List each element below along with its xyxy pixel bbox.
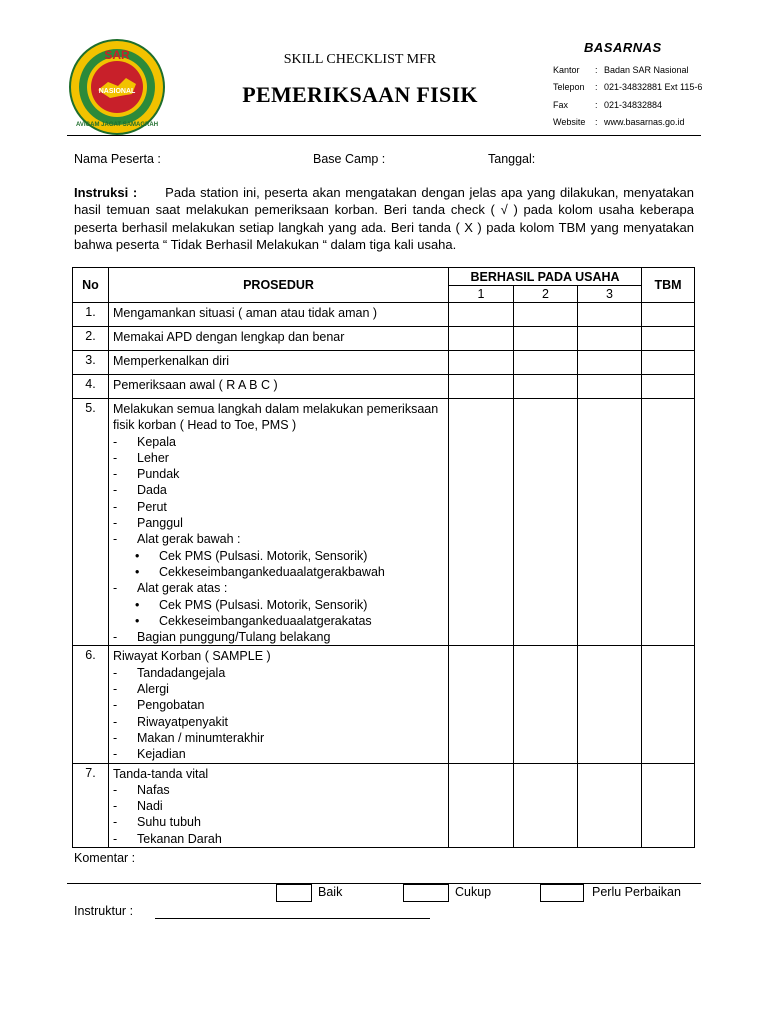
sub-item: • Cek PMS (Pulsasi. Motorik, Sensorik) [135,597,368,612]
page-title: PEMERIKSAAN FISIK [242,82,478,107]
logo-ring-text: AVIGAM JAGAT SAMAGRAH [75,122,159,128]
row-number: 4. [73,375,109,399]
header-berhasil: BERHASIL PADA USAHA [449,268,642,286]
row-procedure: Mengamankan situasi ( aman atau tidak aman ) [109,303,449,327]
komentar-label: Komentar : [74,851,136,865]
list-item: - Pundak [113,467,180,482]
contact-colon: : [595,99,598,110]
row-procedure: Pemeriksaan awal ( R A B C ) [109,375,449,399]
list-item: - Nafas [113,782,170,797]
attempt-2-cell[interactable] [514,303,578,327]
contact-value: 021-34832884 [604,99,663,110]
attempt-3-cell[interactable] [578,399,642,646]
attempt-1-cell[interactable] [449,351,514,375]
header-tbm: TBM [642,268,695,303]
row-procedure [109,763,449,847]
cukup-label: Cukup [455,885,492,899]
tbm-cell[interactable] [642,351,695,375]
contact-row [553,62,702,79]
list-item: - Dada [113,483,167,498]
contact-row [553,79,702,96]
list-item: - Pengobatan [113,698,205,713]
procedure-text: Tanda-tanda vital [113,766,209,781]
sub-item: • Cek PMS (Pulsasi. Motorik, Sensorik) [135,548,368,563]
perlu-perbaikan-label: Perlu Perbaikan [592,885,681,899]
attempt-3-cell[interactable] [578,646,642,763]
row-number: 2. [73,327,109,351]
contact-row [553,114,702,131]
tbm-cell[interactable] [642,646,695,763]
header-divider [67,135,701,136]
attempt-1-cell[interactable] [449,646,514,763]
header-attempt-2: 2 [514,286,578,303]
attempt-3-cell[interactable] [578,375,642,399]
list-item: - Suhu tubuh [113,815,201,830]
row-number: 7. [73,763,109,847]
attempt-1-cell[interactable] [449,399,514,646]
list-item: - Leher [113,450,169,465]
contact-value: 021-34832881 Ext 115-6 [604,82,703,93]
contact-colon: : [595,65,598,75]
list-item: - Alergi [113,682,169,697]
list-item: - Kepala [113,434,176,449]
row-number: 1. [73,303,109,327]
sub-item: • Cekkeseimbangankeduaalatgerakatas [135,613,372,628]
attempt-2-cell[interactable] [514,327,578,351]
sub-item: • Cekkeseimbangankeduaalatgerakbawah [135,564,385,579]
row-procedure [109,399,449,646]
contact-key: Website [553,116,586,127]
baik-label: Baik [318,885,343,899]
row-number: 6. [73,646,109,763]
table-row [73,375,695,399]
tbm-cell[interactable] [642,399,695,646]
row-number: 3. [73,351,109,375]
header-attempt-3: 3 [578,286,642,303]
komentar-line[interactable] [67,883,701,884]
row-procedure: Memakai APD dengan lengkap dan benar [109,327,449,351]
attempt-2-cell[interactable] [514,351,578,375]
attempt-1-cell[interactable] [449,303,514,327]
table-row [73,646,695,763]
instructions-label: Instruksi : [74,185,138,200]
attempt-3-cell[interactable] [578,763,642,847]
attempt-1-cell[interactable] [449,763,514,847]
header-attempt-1: 1 [449,286,514,303]
tbm-cell[interactable] [642,327,695,351]
list-item: - Bagian punggung/Tulang belakang [113,630,331,645]
row-procedure [109,646,449,763]
tanggal-label: Tanggal: [488,152,536,166]
procedure-text: Melakukan semua langkah dalam melakukan pemeriksaan fisik korban ( Head to Toe, PMS ) [113,402,439,433]
table-row [73,763,695,847]
checklist-subtitle: SKILL CHECKLIST MFR [283,52,437,67]
table-row [73,351,695,375]
contact-colon: : [595,82,598,93]
logo-sar-text: SAR [104,48,130,62]
list-item: - Tekanan Darah [113,831,222,846]
table-row [73,399,695,646]
checklist-table [72,267,695,848]
contact-colon: : [595,116,598,127]
attempt-2-cell[interactable] [514,763,578,847]
contact-value: Badan SAR Nasional [604,65,689,75]
contact-info [553,62,702,131]
logo-nasional-text: NASIONAL [98,88,136,95]
list-item: - Tandadangejala [113,665,226,680]
procedure-text: Riwayat Korban ( SAMPLE ) [113,649,271,664]
instruktur-label: Instruktur : [74,904,134,918]
row-number: 5. [73,399,109,646]
cukup-checkbox[interactable] [403,884,449,902]
table-row [73,327,695,351]
attempt-3-cell[interactable] [578,351,642,375]
list-item: - Perut [113,499,167,514]
contact-row [553,97,702,114]
instruktur-signature-line[interactable] [155,918,430,919]
attempt-2-cell[interactable] [514,399,578,646]
list-item: - Kejadian [113,747,186,762]
list-item: - Makan / minumterakhir [113,730,265,745]
header-prosedur: PROSEDUR [109,268,449,303]
attempt-2-cell[interactable] [514,646,578,763]
attempt-3-cell[interactable] [578,303,642,327]
nama-peserta-label: Nama Peserta : [74,152,161,166]
row-procedure: Memperkenalkan diri [109,351,449,375]
contact-key: Fax [553,99,569,110]
table-row [73,303,695,327]
list-item: - Alat gerak atas : [113,581,228,596]
attempt-1-cell[interactable] [449,327,514,351]
attempt-3-cell[interactable] [578,327,642,351]
header-no: No [73,268,109,303]
contact-key: Kantor [553,65,580,75]
baik-checkbox[interactable] [276,884,312,902]
instructions [74,184,694,253]
list-item: - Alat gerak bawah : [113,532,241,547]
contact-value: www.basarnas.go.id [604,116,685,127]
base-camp-label: Base Camp : [313,152,386,166]
contact-key: Telepon [553,82,585,93]
attempt-1-cell[interactable] [449,375,514,399]
tbm-cell[interactable] [642,375,695,399]
list-item: - Panggul [113,516,183,531]
perlu-perbaikan-checkbox[interactable] [540,884,584,902]
tbm-cell[interactable] [642,763,695,847]
attempt-2-cell[interactable] [514,375,578,399]
list-item: - Nadi [113,799,163,814]
instructions-text: Pada station ini, peserta akan mengatakan dengan jelas apa yang dilakukan, menyatakan hasil temuan saat melakukan pemeriksaan korban. Beri tanda check ( √ ) pada kolom usaha keberapa peserta berhasil melakukan setiap langkah yang ada. Beri tanda ( X ) pada kolom TBM yang menyatakan bahwa peserta “ Tidak Berhasil Melakukan “ dalam tiga kali usaha. [74,185,695,252]
list-item: - Riwayatpenyakit [113,714,229,729]
tbm-cell[interactable] [642,303,695,327]
org-name: BASARNAS [584,40,662,55]
